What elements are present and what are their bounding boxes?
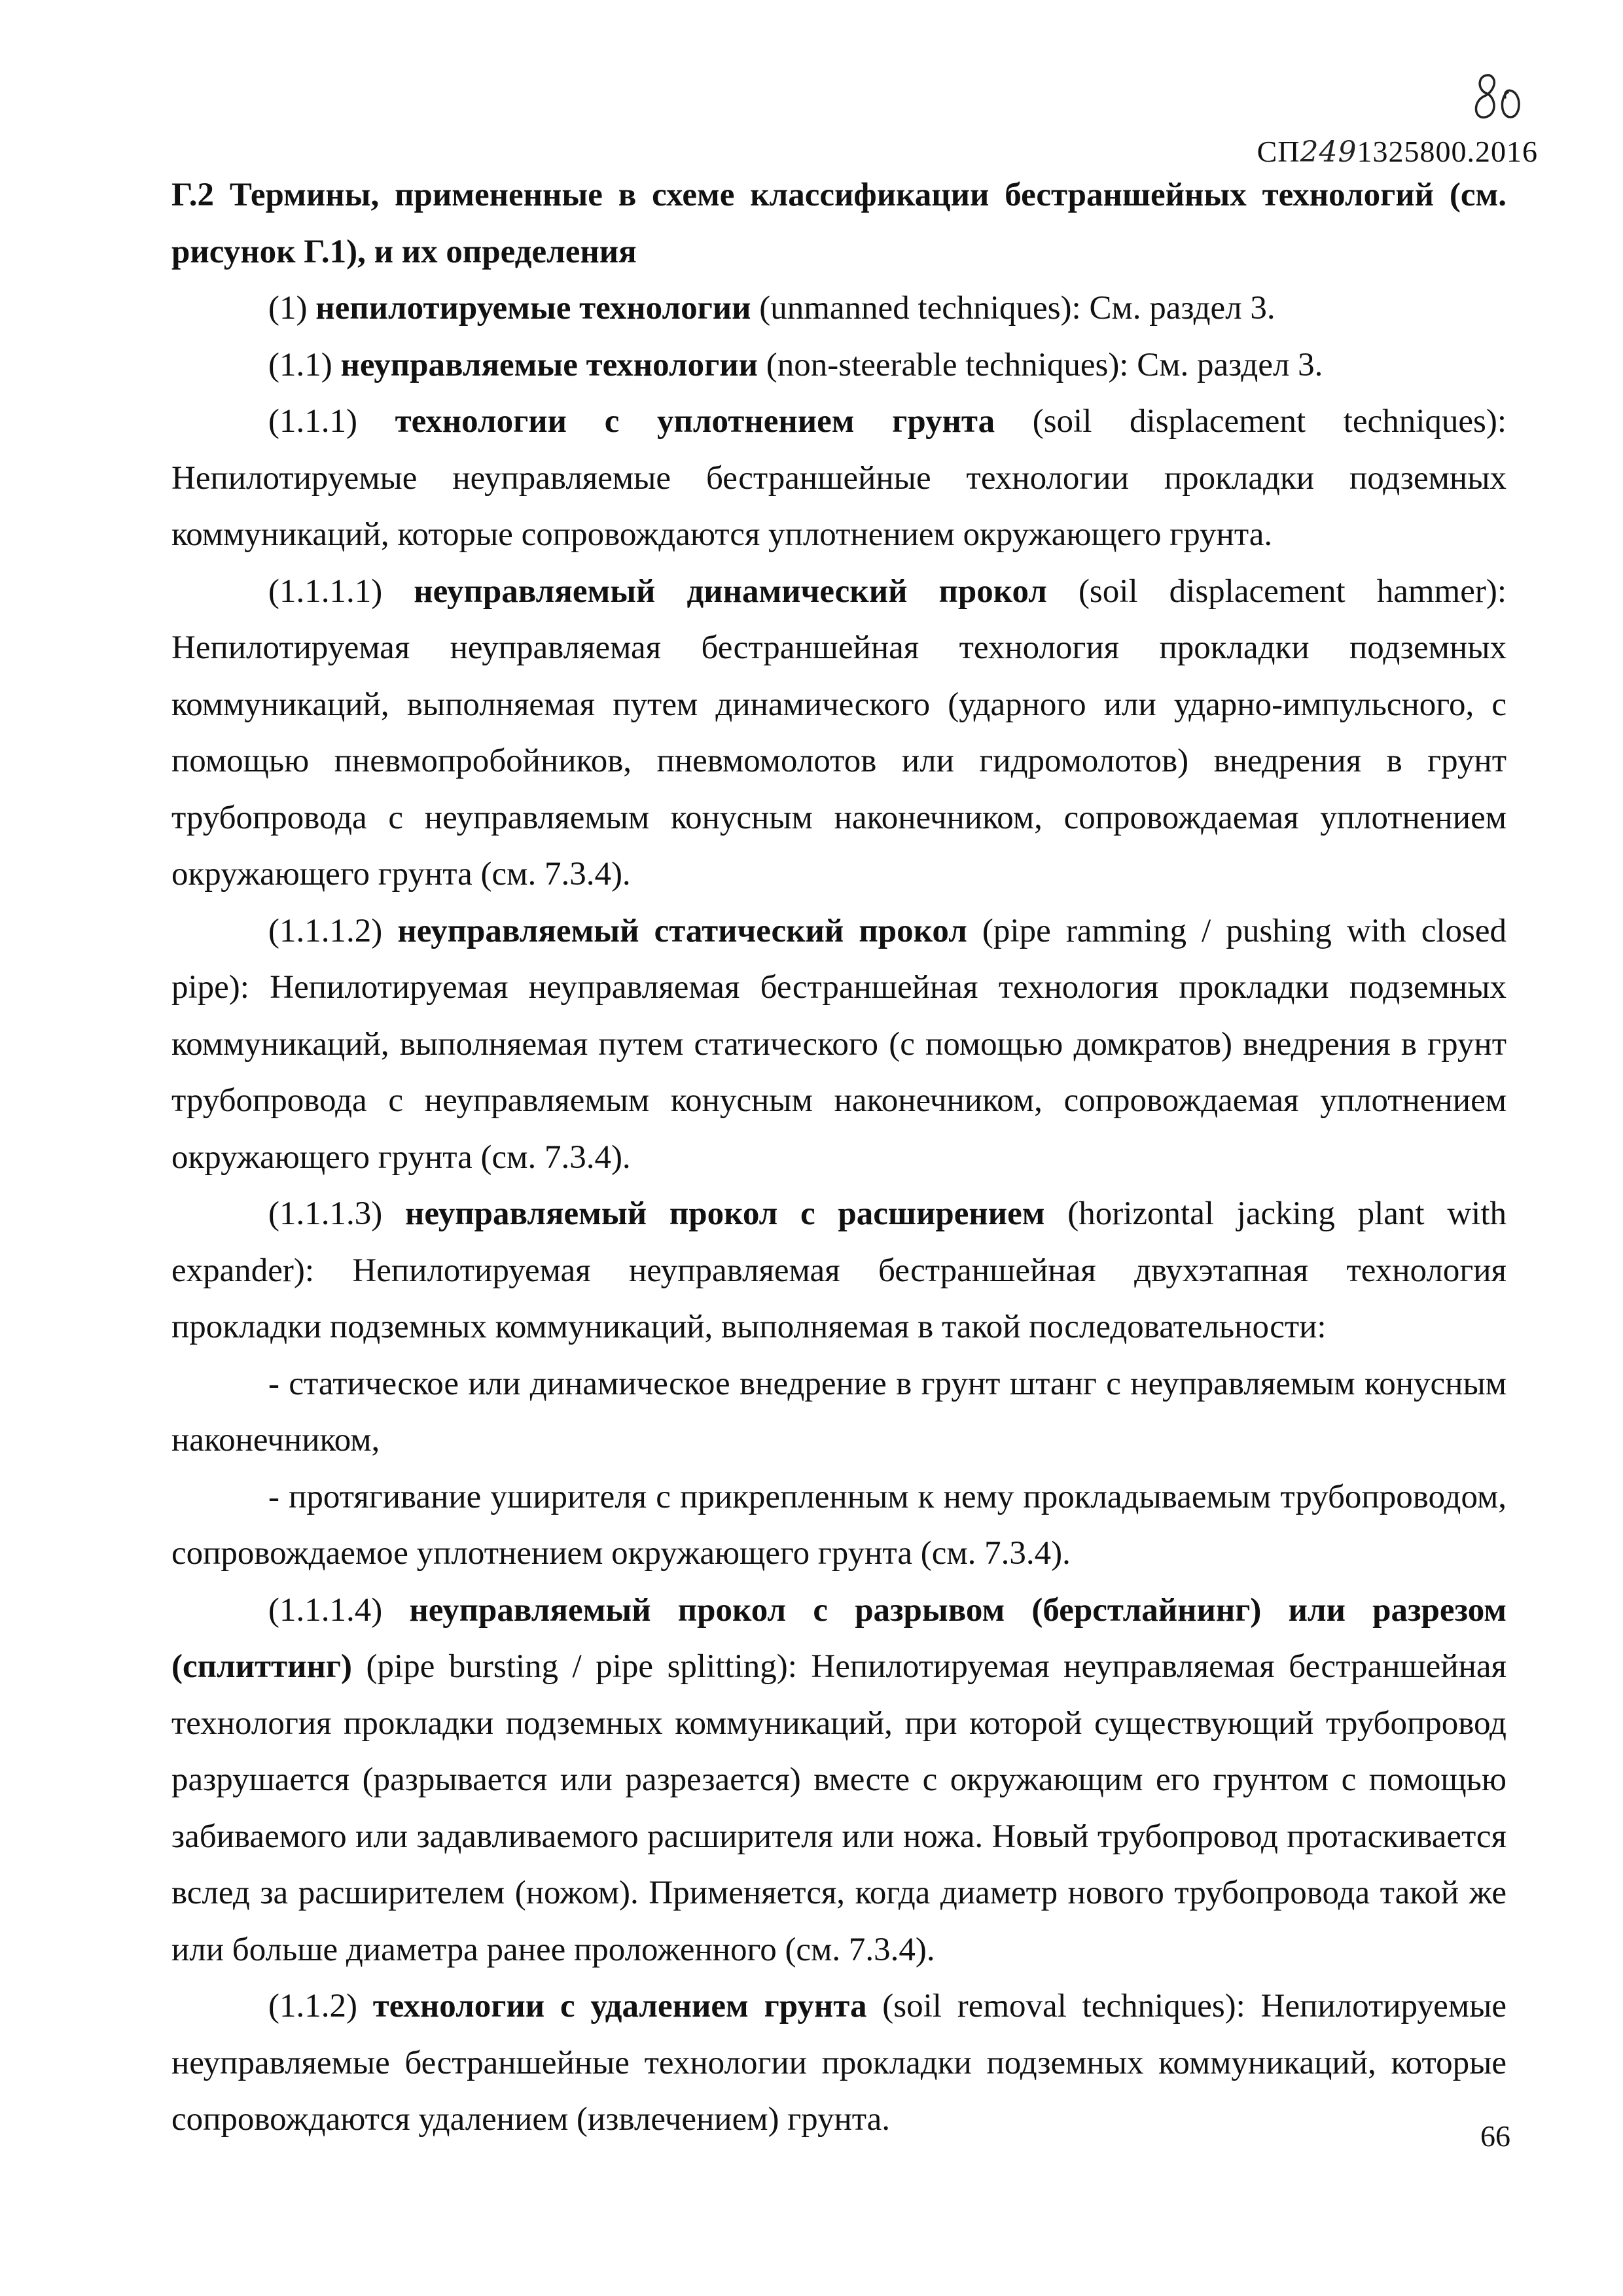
term-paragraph bbox=[171, 1582, 1507, 1979]
list-item bbox=[171, 1356, 1507, 1469]
page-number: 66 bbox=[1480, 2119, 1510, 2153]
list-item-text: - протягивание уширителя с прикрепленным к нему прокладываемым трубопроводом, сопровождаемое уплотнением окружающего грунта (см. 7.3.4). bbox=[171, 1478, 1507, 1572]
term-definition: (pipe bursting / pipe splitting): Непилотируемая неуправляемая бестраншейная технология прокладки подземных коммуникаций, при которой существующий трубопровод разрушается (разрывается или разрезается) вместе с окружающим его грунтом с помощью забиваемого или задавливаемого расширителя или ножа. Новый трубопровод протаскивается вслед за расширителем (ножом). Применяется, когда диаметр нового трубопровода такой же или больше диаметра ранее проложенного (см. 7.3.4). bbox=[171, 1648, 1507, 1968]
doc-code-handwritten: 249 bbox=[1300, 135, 1357, 169]
document-code bbox=[1257, 134, 1538, 169]
term-name: неуправляемый прокол с разрывом (берстлайнинг) или разрезом (сплиттинг) bbox=[171, 1591, 1507, 1685]
term-paragraph bbox=[171, 337, 1507, 394]
term-paragraph bbox=[171, 393, 1507, 563]
list-item bbox=[171, 1469, 1507, 1582]
term-definition: (unmanned techniques): См. раздел 3. bbox=[751, 290, 1275, 327]
term-definition: (horizontal jacking plant with expander): Непилотируемая неуправляемая бестраншейная двухэтапная технология прокладки подземных коммуникаций, выполняемая в такой последовательности: bbox=[171, 1195, 1507, 1345]
term-paragraph bbox=[171, 280, 1507, 337]
term-definition: (soil displacement hammer): Непилотируемая неуправляемая бестраншейная технология прокладки подземных коммуникаций, выполняемая путем динамического (ударного или ударно-импульсного, с помощью пневмопробойников, пневмомолотов или гидромолотов) внедрения в грунт трубопровода с неуправляемым конусным наконечником, сопровождаемая уплотнением окружающего грунта (см. 7.3.4). bbox=[171, 573, 1507, 892]
term-number: (1.1.2) bbox=[268, 1988, 373, 2024]
list-item-text: - статическое или динамическое внедрение в грунт штанг с неуправляемым конусным наконечником, bbox=[171, 1365, 1507, 1458]
term-name: технологии с уплотнением грунта bbox=[395, 403, 995, 440]
term-number: (1) bbox=[268, 290, 316, 327]
term-definition: (soil displacement techniques): Непилотируемые неуправляемые бестраншейные технологии прокладки подземных коммуникаций, которые сопровождаются уплотнением окружающего грунта. bbox=[171, 403, 1507, 553]
term-number: (1.1.1.1) bbox=[268, 573, 414, 610]
term-name: технологии с удалением грунта bbox=[372, 1988, 867, 2024]
term-name: неуправляемый динамический прокол bbox=[414, 573, 1047, 610]
page-content bbox=[171, 167, 1507, 2148]
term-number: (1.1.1.4) bbox=[268, 1591, 410, 1629]
section-heading: Г.2 Термины, примененные в схеме классификации бестраншейных технологий (см. рисунок Г.1), и их определения bbox=[171, 177, 1507, 270]
term-number: (1.1) bbox=[268, 346, 341, 383]
handwritten-page-number bbox=[1465, 62, 1537, 134]
term-name: неуправляемый статический прокол bbox=[397, 912, 967, 949]
term-number: (1.1.1.2) bbox=[268, 912, 398, 949]
term-definition: (non-steerable techniques): См. раздел 3. bbox=[758, 346, 1323, 383]
term-paragraph bbox=[171, 1978, 1507, 2148]
term-definition: (soil removal techniques): Непилотируемые неуправляемые бестраншейные технологии прокладки подземных коммуникаций, которые сопровождаются удалением (извлечением) грунта. bbox=[171, 1988, 1507, 2138]
doc-code-suffix: 1325800.2016 bbox=[1357, 135, 1538, 168]
term-paragraph bbox=[171, 903, 1507, 1186]
term-name: непилотируемые технологии bbox=[315, 290, 751, 327]
doc-code-prefix: СП bbox=[1257, 135, 1300, 168]
term-number: (1.1.1) bbox=[268, 403, 395, 440]
term-number: (1.1.1.3) bbox=[268, 1195, 405, 1232]
term-paragraph bbox=[171, 1186, 1507, 1356]
term-paragraph bbox=[171, 563, 1507, 903]
term-name: неуправляемые технологии bbox=[340, 346, 758, 383]
term-name: неуправляемый прокол с расширением bbox=[404, 1195, 1045, 1232]
term-definition: (pipe ramming / pushing with closed pipe): Непилотируемая неуправляемая бестраншейная технология прокладки подземных коммуникаций, выполняемая путем статического (с помощью домкратов) внедрения в грунт трубопровода с неуправляемым конусным наконечником, сопровождаемая уплотнением окружающего грунта (см. 7.3.4). bbox=[171, 912, 1507, 1176]
